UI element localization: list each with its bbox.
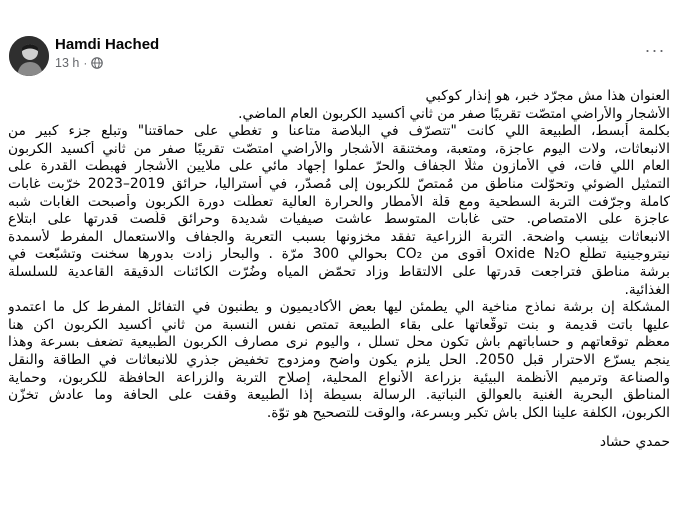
post-text-line: برشة مناطق فتراجعت قدرتها على الالتقاط وزاد تحمّض المياه وضُرّت الكائنات الدقيقة القاعدية للسلسلة: [8, 263, 670, 280]
author-name[interactable]: Hamdi Hached: [55, 36, 160, 53]
meta-separator: ·: [83, 56, 88, 70]
avatar-photo-icon: [9, 36, 49, 76]
post-text-line: الغذائية.: [624, 281, 670, 298]
globe-icon[interactable]: [91, 57, 103, 69]
post-text-line: المشكلة إن برشة نماذج مناخية الي يطمئن ليها بعض الأكاديميون و يطنبون في التفائل المفرط كل ما اعتمدو: [8, 299, 670, 316]
post-text-line: عاجزة على الامتصاص. حتى غابات المتوسط عاشت صيفيات شديدة وحرائق قلّصت قدرتها على ابتلاع: [8, 211, 670, 228]
post-signature: حمدي حشاد: [599, 434, 670, 451]
post-text-line: معظم توقعاتهم و حساباتهم باش تكون محل تسلل ، واليوم نرى مصارف الكربون الطبيعية تضعف بسرعة وهذا: [8, 334, 670, 351]
post-text-line: الكربون، الكلفة علينا الكل باش تكبر وبسرعة، والوقت للتصحيح هو توّة.: [266, 404, 670, 421]
post-text-line: عليها باتت قديمة و بنت توقّعاتها على بقاء الطبيعة تمتص نفس النسبة من ثاني أكسيد الكربون اكن هنا: [8, 316, 670, 333]
post-text-line: العنوان هذا مش مجرّد خبر، هو إنذار كوكبي: [425, 88, 670, 104]
post-text-line: ينجم يسرّع الاحترار قبل 2050. الحل يلزم يكون واضح ومزدوج تخفيض جذري للانبعاثات في الطاقة والنقل: [8, 351, 670, 368]
post-text-line: المناطق البحرية الغنية بالعوالق النباتية. الرسالة بسيطة إذا الطبيعة وقفت على الحافة وما عادش تخزّن: [8, 387, 670, 404]
post-text-line: الانبعاثات بنِسب واضحة. التربة الزراعية تفقد مخزونها بسبب التعرية والجفاف والاستعمال المفرط لأسمدة: [8, 228, 670, 245]
avatar[interactable]: [9, 36, 49, 76]
more-options-icon[interactable]: ···: [644, 39, 666, 60]
post-text-line: كاملة وجرّفت التربة السطحية ومع قلّة الأمطار والحرارة العالية تعطّلت دورة الكربون وأصبحت الغابات شبه: [8, 193, 670, 210]
post-text-line: بكلمة أبسط، الطبيعة اللي كانت "تتصرّف في البلاصة متاعنا و تغطي على حماقتنا" وتبلع جزء كبير من: [8, 123, 670, 140]
post-body: [8, 88, 670, 452]
fade-edge: [0, 500, 685, 516]
post-text-line: الانبعاثات، ولات اليوم عاجزة، ومتعبة، ومختنقة الأشجار والأراضي امتصّت تقريبًا صفر من ثاني أكسيد الكربون: [8, 140, 670, 157]
post-text-line: العام اللي فات، في الأمازون مثلًا الجفاف والحرّ عملوا إجهاد مائي على ملايين الأشجار فهبطت القدرة على: [8, 158, 670, 175]
post-text-line: الأشجار والأراضي امتصّت تقريبًا صفر من ثاني أكسيد الكربون العام الماضي.: [238, 105, 670, 122]
post-text-line: والصناعة وترميم الأنظمة البيئية بزراعة الأنواع المحلية، إصلاح التربة والزراعة الحافظة للكربون، وحماية: [8, 369, 670, 386]
post-text-line: نيتروجينية تطلّع Oxide N₂O أقوى من CO₂ بحوالي 300 مرّة . والبحار زادت بدورها سخنت وتشبّعت في: [8, 246, 670, 263]
post-text-line: التمثيل الضوئي وتحوّلت مناطق من مُمتصّ للكربون إلى مُصدّر، في أستراليا، حرائق 2019–2023 خرّبت غابات: [8, 175, 670, 192]
post-meta: [55, 56, 103, 70]
post-header: [0, 0, 685, 80]
post-time[interactable]: 13 h: [55, 56, 80, 70]
